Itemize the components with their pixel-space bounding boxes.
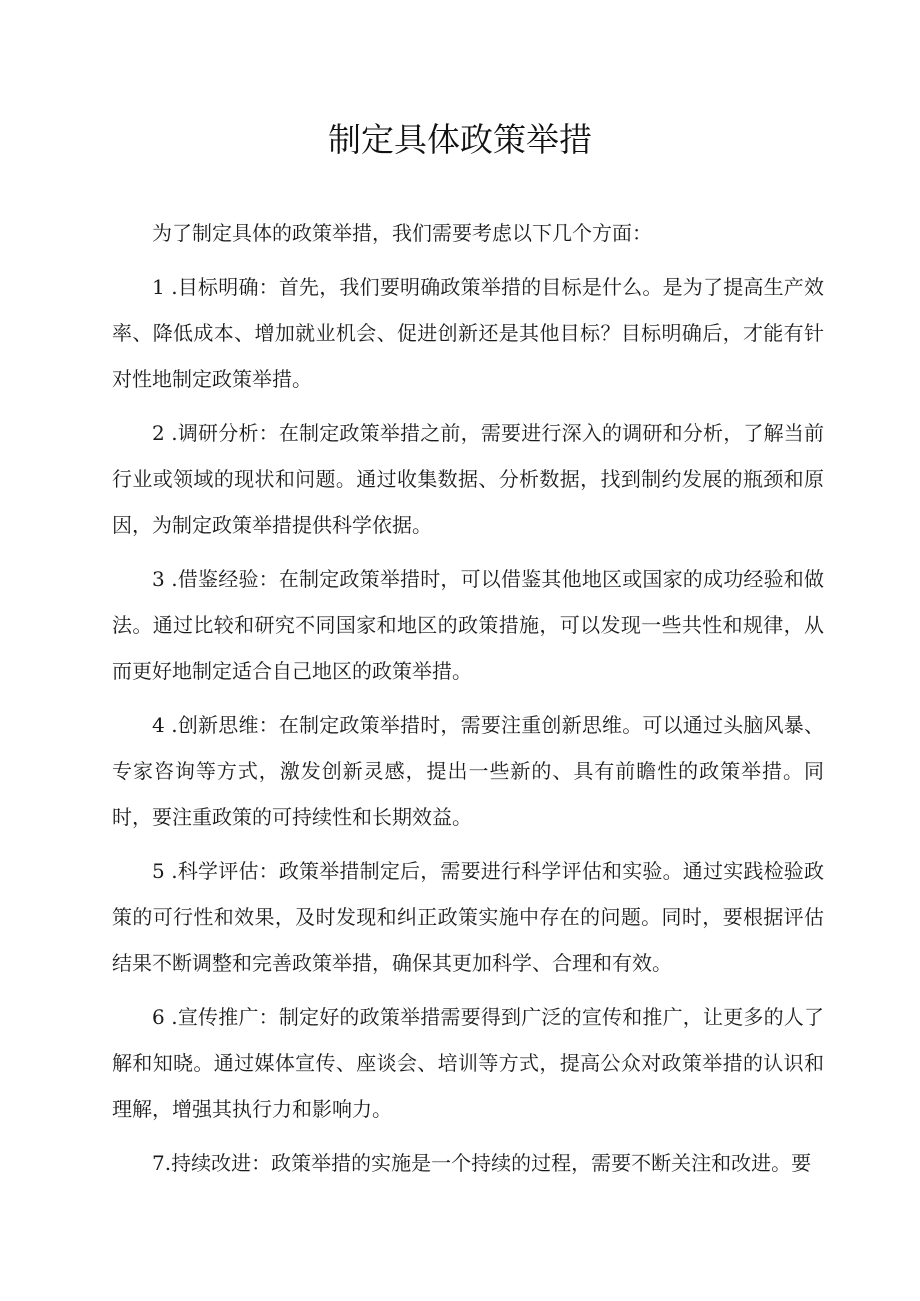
- item-text: .借鉴经验：在制定政策举措时，可以借鉴其他地区或国家的成功经验和做法。通过比较和研究不同国家和地区的政策措施，可以发现一些共性和规律，从而更好地制定适合自己地区的政策举措。: [112, 567, 824, 683]
- document-body: [112, 210, 824, 1194]
- item-number: 2: [152, 421, 165, 445]
- item-number: 1: [152, 275, 165, 299]
- item-text: .创新思维：在制定政策举措时，需要注重创新思维。可以通过头脑风暴、专家咨询等方式，激发创新灵感，提出一些新的、具有前瞻性的政策举措。同时，要注重政策的可持续性和长期效益。: [112, 713, 824, 829]
- item-text: .目标明确：首先，我们要明确政策举措的目标是什么。是为了提高生产效率、降低成本、增加就业机会、促进创新还是其他目标？目标明确后，才能有针对性地制定政策举措。: [112, 275, 824, 391]
- list-item: [112, 994, 824, 1132]
- list-item: [112, 848, 824, 986]
- list-item: [112, 702, 824, 840]
- list-item: [112, 1140, 824, 1186]
- item-text: .科学评估：政策举措制定后，需要进行科学评估和实验。通过实践检验政策的可行性和效果，及时发现和纠正政策实施中存在的问题。同时，要根据评估结果不断调整和完善政策举措，确保其更加科学、合理和有效。: [112, 859, 824, 975]
- item-text: .调研分析：在制定政策举措之前，需要进行深入的调研和分析，了解当前行业或领域的现状和问题。通过收集数据、分析数据，找到制约发展的瓶颈和原因，为制定政策举措提供科学依据。: [112, 421, 824, 537]
- item-text: .宣传推广：制定好的政策举措需要得到广泛的宣传和推广，让更多的人了解和知晓。通过媒体宣传、座谈会、培训等方式，提高公众对政策举措的认识和理解，增强其执行力和影响力。: [112, 1005, 824, 1121]
- list-item: [112, 556, 824, 694]
- list-item: [112, 410, 824, 548]
- list-item: [112, 264, 824, 402]
- item-number: 7: [152, 1151, 165, 1175]
- document-title: 制定具体政策举措: [328, 120, 592, 159]
- item-number: 5: [152, 859, 165, 883]
- item-number: 6: [152, 1005, 165, 1029]
- item-number: 3: [152, 567, 165, 591]
- item-number: 4: [152, 713, 165, 737]
- item-text: .持续改进：政策举措的实施是一个持续的过程，需要不断关注和改进。要: [164, 1151, 812, 1175]
- intro-paragraph: 为了制定具体的政策举措，我们需要考虑以下几个方面：: [152, 221, 652, 245]
